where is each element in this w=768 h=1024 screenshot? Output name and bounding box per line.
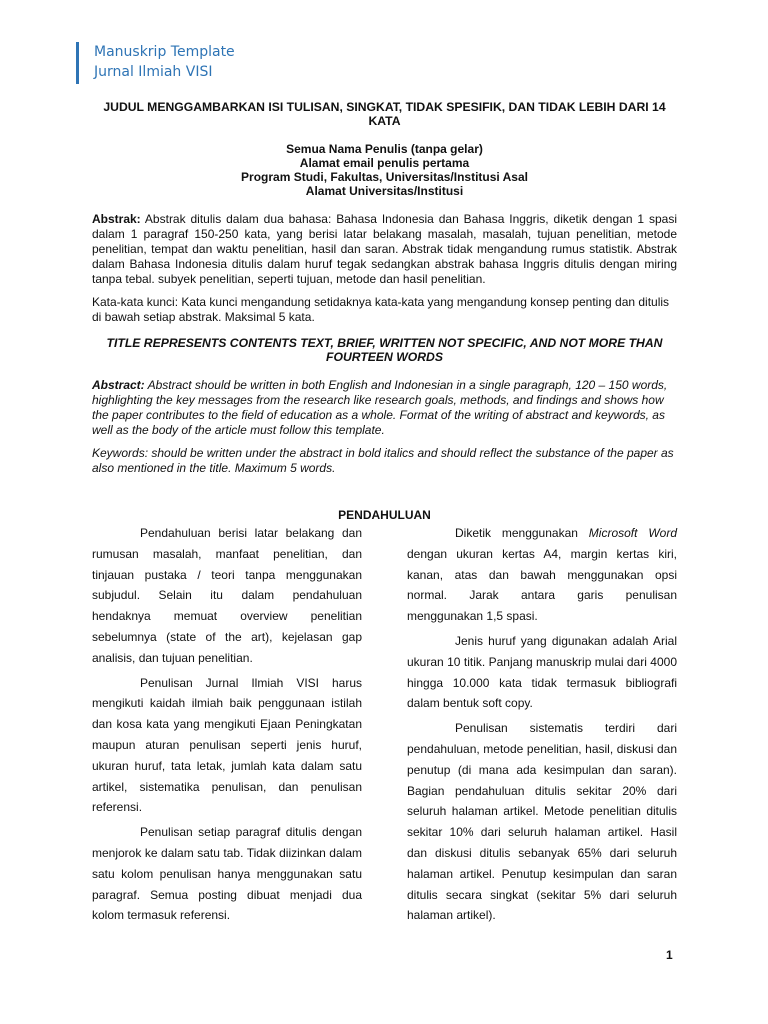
right-paragraph-3: Penulisan sistematis terdiri dari pendahuluan, metode penelitian, hasil, diskusi dan penutup (di mana ada kesimpulan dan saran). Bagian pendahuluan ditulis sekitar 20% dari seluruh halaman artikel. Metode penelitian ditulis sekitar 10% dari seluruh halaman artikel. Hasil dan diskusi ditulis sebanyak 65% dari seluruh halaman artikel. Penutup kesimpulan dan saran ditulis secara singkat (sekitar 5% dari seluruh halaman artikel). xyxy=(407,721,677,923)
author-block xyxy=(92,142,677,198)
abstract-en-text: Abstract should be written in both English and Indonesian in a single paragraph, 120 – 150 words, highlighting the key messages from the research like research goals, methods, and findings and shows how the paper contributes to the field of education as a whole. Format of the writing of abstract and keywords, as well as the body of the article must follow this template. xyxy=(92,378,668,437)
author-names: Semua Nama Penulis (tanpa gelar) xyxy=(286,142,483,156)
right-p1-before: Diketik menggunakan xyxy=(455,526,589,540)
right-paragraph-2: Jenis huruf yang digunakan adalah Arial ukuran 10 titik. Panjang manuskrip mulai dari 4000 hingga 10.000 kata tidak termasuk bibliografi dalam bentuk soft copy. xyxy=(407,633,677,711)
keywords-id: Kata-kata kunci: Kata kunci mengandung setidaknya kata-kata yang mengandung konsep penting dan ditulis di bawah setiap abstrak. Maksimal 5 kata. xyxy=(92,295,670,324)
body-columns xyxy=(92,523,677,930)
right-p1-italic: Microsoft Word xyxy=(588,526,678,540)
header-line-2: Jurnal Ilmiah VISI xyxy=(94,64,213,80)
page-number: 1 xyxy=(666,948,673,962)
journal-header xyxy=(76,42,235,84)
abstract-en-label: Abstract: xyxy=(92,378,145,392)
keywords-en: Keywords: should be written under the abstract in bold italics and should reflect the substance of the paper as also mentioned in the title. Maximum 5 words. xyxy=(92,446,674,475)
right-column xyxy=(407,523,677,930)
paper-title: JUDUL MENGGAMBARKAN ISI TULISAN, SINGKAT, TIDAK SPESIFIK, DAN TIDAK LEBIH DARI 14 KATA xyxy=(103,100,666,128)
abstract-id xyxy=(92,212,677,287)
paper-title-en: TITLE REPRESENTS CONTENTS TEXT, BRIEF, WRITTEN NOT SPECIFIC, AND NOT MORE THAN FOURTEEN WORDS xyxy=(106,336,663,364)
author-address: Alamat Universitas/Institusi xyxy=(305,184,464,198)
right-p1-after: dengan ukuran kertas A4, margin kertas kiri, kanan, atas dan bawah menggunakan opsi normal. Jarak antara garis penulisan menggunakan 1,5 spasi. xyxy=(407,546,677,624)
section-heading: PENDAHULUAN xyxy=(338,508,431,522)
left-paragraph-2: Penulisan Jurnal Ilmiah VISI harus mengikuti kaidah ilmiah baik penggunaan istilah dan kosa kata yang mengikuti Ejaan Peningkatan maupun aturan penulisan seperti jenis huruf, ukuran huruf, tata letak, jumlah kata dalam satu artikel, sistematika penulisan, dan penulisan referensi. xyxy=(92,675,362,815)
right-paragraph-1 xyxy=(407,523,677,627)
author-affiliation: Program Studi, Fakultas, Universitas/Institusi Asal xyxy=(241,170,528,184)
header-line-1: Manuskrip Template xyxy=(94,44,235,60)
abstract-label: Abstrak: xyxy=(92,212,141,226)
paper-front-matter xyxy=(92,100,677,522)
left-paragraph-3: Penulisan setiap paragraf ditulis dengan menjorok ke dalam satu tab. Tidak diizinkan dalam satu kolom penulisan hanya menggunakan satu paragraf. Semua posting dibuat menjadi dua kolom termasuk referensi. xyxy=(92,825,362,923)
abstract-text: Abstrak ditulis dalam dua bahasa: Bahasa Indonesia dan Bahasa Inggris, diketik dengan 1 spasi dalam 1 paragraf 150-250 kata, yang berisi latar belakang masalah, masalah, tujuan penelitian, metode penelitian, tempat dan waktu penelitian, hasil dan saran. Abstrak tidak mengandung rumus statistik. Abstrak dalam Bahasa Indonesia ditulis dalam huruf tegak sedangkan abstrak bahasa Inggris ditulis dengan miring tanpa tebal. subyek penelitian, seperti tujuan, metode dan hasil penelitian. xyxy=(92,212,677,286)
left-paragraph-1: Pendahuluan berisi latar belakang dan rumusan masalah, manfaat penelitian, dan tinjauan pustaka / teori tanpa menggunakan subjudul. Selain itu dalam pendahuluan hendaknya memuat overview penelitian sebelumnya (state of the art), kejelasan gap analisis, dan tujuan penelitian. xyxy=(92,526,362,665)
abstract-en xyxy=(92,378,677,438)
left-column xyxy=(92,523,362,930)
author-email: Alamat email penulis pertama xyxy=(299,156,470,170)
